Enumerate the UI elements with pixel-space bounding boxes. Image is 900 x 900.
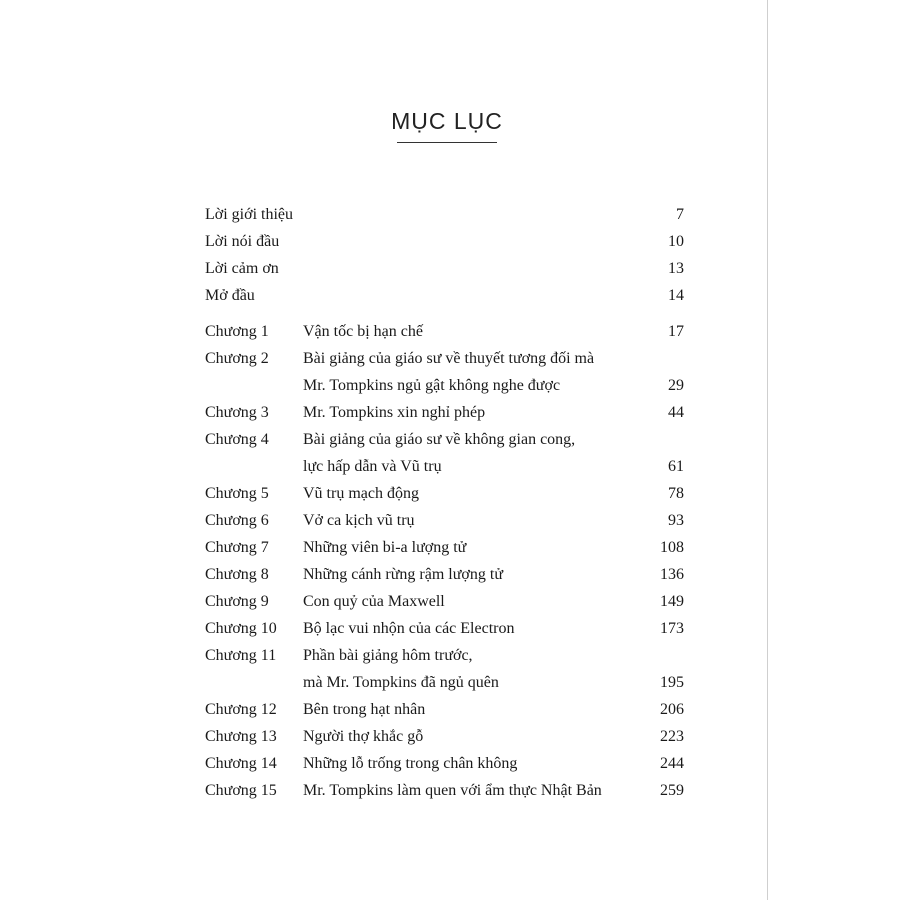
toc-chapter-title: Vũ trụ mạch động	[303, 485, 419, 502]
toc-chapter-title: Mr. Tompkins ngủ gật không nghe được	[303, 377, 561, 394]
toc-chapter-title: lực hấp dẫn và Vũ trụ	[303, 458, 442, 475]
toc-chapter-entry[interactable]	[0, 699, 900, 721]
toc-chapter-entry[interactable]	[0, 483, 900, 505]
toc-chapter-label: Chương 12	[205, 701, 277, 718]
toc-chapter-label: Chương 10	[205, 620, 277, 637]
toc-chapter-page: 17	[668, 323, 684, 340]
toc-chapter-entry[interactable]	[0, 780, 900, 802]
toc-chapter-label: Chương 8	[205, 566, 269, 583]
toc-chapter-label: Chương 1	[205, 323, 269, 340]
toc-chapter-entry[interactable]	[0, 618, 900, 640]
toc-chapter-page: 61	[668, 458, 684, 475]
page-title: MỤC LỤC	[391, 108, 503, 134]
toc-chapter-entry[interactable]	[0, 645, 900, 667]
toc-chapter-page: 29	[668, 377, 684, 394]
toc-chapter-page: 44	[668, 404, 684, 421]
toc-chapter-entry[interactable]	[0, 510, 900, 532]
toc-chapter-title: Những cánh rừng rậm lượng tử	[303, 566, 503, 583]
toc-chapter-page: 93	[668, 512, 684, 529]
toc-chapter-entry[interactable]	[0, 591, 900, 613]
toc-chapter-page: 78	[668, 485, 684, 502]
toc-chapter-continuation[interactable]	[0, 375, 900, 397]
toc-entry[interactable]	[0, 204, 900, 226]
toc-chapter-entry[interactable]	[0, 537, 900, 559]
toc-chapter-continuation[interactable]	[0, 456, 900, 478]
toc-chapter-page: 149	[660, 593, 684, 610]
toc-chapter-entry[interactable]	[0, 726, 900, 748]
toc-entry-title: Lời giới thiệu	[205, 206, 294, 223]
toc-chapter-entry[interactable]	[0, 402, 900, 424]
toc-chapter-page: 223	[660, 728, 684, 745]
toc-entry-page: 7	[676, 206, 684, 223]
toc-chapter-page: 195	[660, 674, 684, 691]
toc-chapter-label: Chương 2	[205, 350, 269, 367]
toc-entry-title: Mở đầu	[205, 287, 255, 304]
toc-chapter-title: Bộ lạc vui nhộn của các Electron	[303, 620, 515, 637]
toc-chapter-title: mà Mr. Tompkins đã ngủ quên	[303, 674, 499, 691]
toc-entry-page: 14	[668, 287, 684, 304]
toc-entry-page: 13	[668, 260, 684, 277]
toc-entry[interactable]	[0, 231, 900, 253]
toc-chapter-page: 173	[660, 620, 684, 637]
toc-chapter-entry[interactable]	[0, 564, 900, 586]
toc-chapter-page: 244	[660, 755, 684, 772]
toc-chapter-label: Chương 7	[205, 539, 269, 556]
toc-chapter-label: Chương 9	[205, 593, 269, 610]
toc-chapter-label: Chương 13	[205, 728, 277, 745]
toc-chapter-label: Chương 15	[205, 782, 277, 799]
toc-entry-title: Lời cảm ơn	[205, 260, 279, 277]
toc-entry[interactable]	[0, 285, 900, 307]
toc-chapter-title: Con quỷ của Maxwell	[303, 593, 445, 610]
toc-chapter-title: Những viên bi-a lượng tử	[303, 539, 467, 556]
toc-chapter-title: Mr. Tompkins xin nghỉ phép	[303, 404, 486, 421]
toc-chapter-entry[interactable]	[0, 429, 900, 451]
toc-chapter-page: 108	[660, 539, 684, 556]
toc-chapter-label: Chương 6	[205, 512, 269, 529]
toc-entry-page: 10	[668, 233, 684, 250]
toc-chapter-label: Chương 14	[205, 755, 277, 772]
toc-chapter-title: Vở ca kịch vũ trụ	[303, 512, 415, 529]
toc-chapter-page: 259	[660, 782, 684, 799]
toc-chapter-title: Mr. Tompkins làm quen với ẩm thực Nhật Bản	[303, 782, 602, 799]
toc-chapter-page: 206	[660, 701, 684, 718]
toc-chapter-title: Bài giảng của giáo sư về không gian cong,	[303, 431, 576, 448]
toc-chapter-entry[interactable]	[0, 321, 900, 343]
toc-chapter-entry[interactable]	[0, 753, 900, 775]
toc-chapter-title: Bài giảng của giáo sư về thuyết tương đối mà	[303, 350, 595, 367]
title-underline	[397, 142, 497, 143]
toc-chapter-label: Chương 5	[205, 485, 269, 502]
toc-chapter-title: Vận tốc bị hạn chế	[303, 323, 423, 340]
toc-chapter-title: Bên trong hạt nhân	[303, 701, 426, 718]
toc-chapter-entry[interactable]	[0, 348, 900, 370]
toc-chapter-label: Chương 4	[205, 431, 269, 448]
toc-chapter-title: Phần bài giảng hôm trước,	[303, 647, 473, 664]
toc-entry-title: Lời nói đầu	[205, 233, 280, 250]
toc-chapter-title: Người thợ khắc gỗ	[303, 728, 424, 745]
toc-chapter-page: 136	[660, 566, 684, 583]
toc-entry[interactable]	[0, 258, 900, 280]
toc-chapter-continuation[interactable]	[0, 672, 900, 694]
toc-chapter-title: Những lỗ trống trong chân không	[303, 755, 518, 772]
toc-chapter-label: Chương 11	[205, 647, 277, 664]
toc-chapter-label: Chương 3	[205, 404, 269, 421]
